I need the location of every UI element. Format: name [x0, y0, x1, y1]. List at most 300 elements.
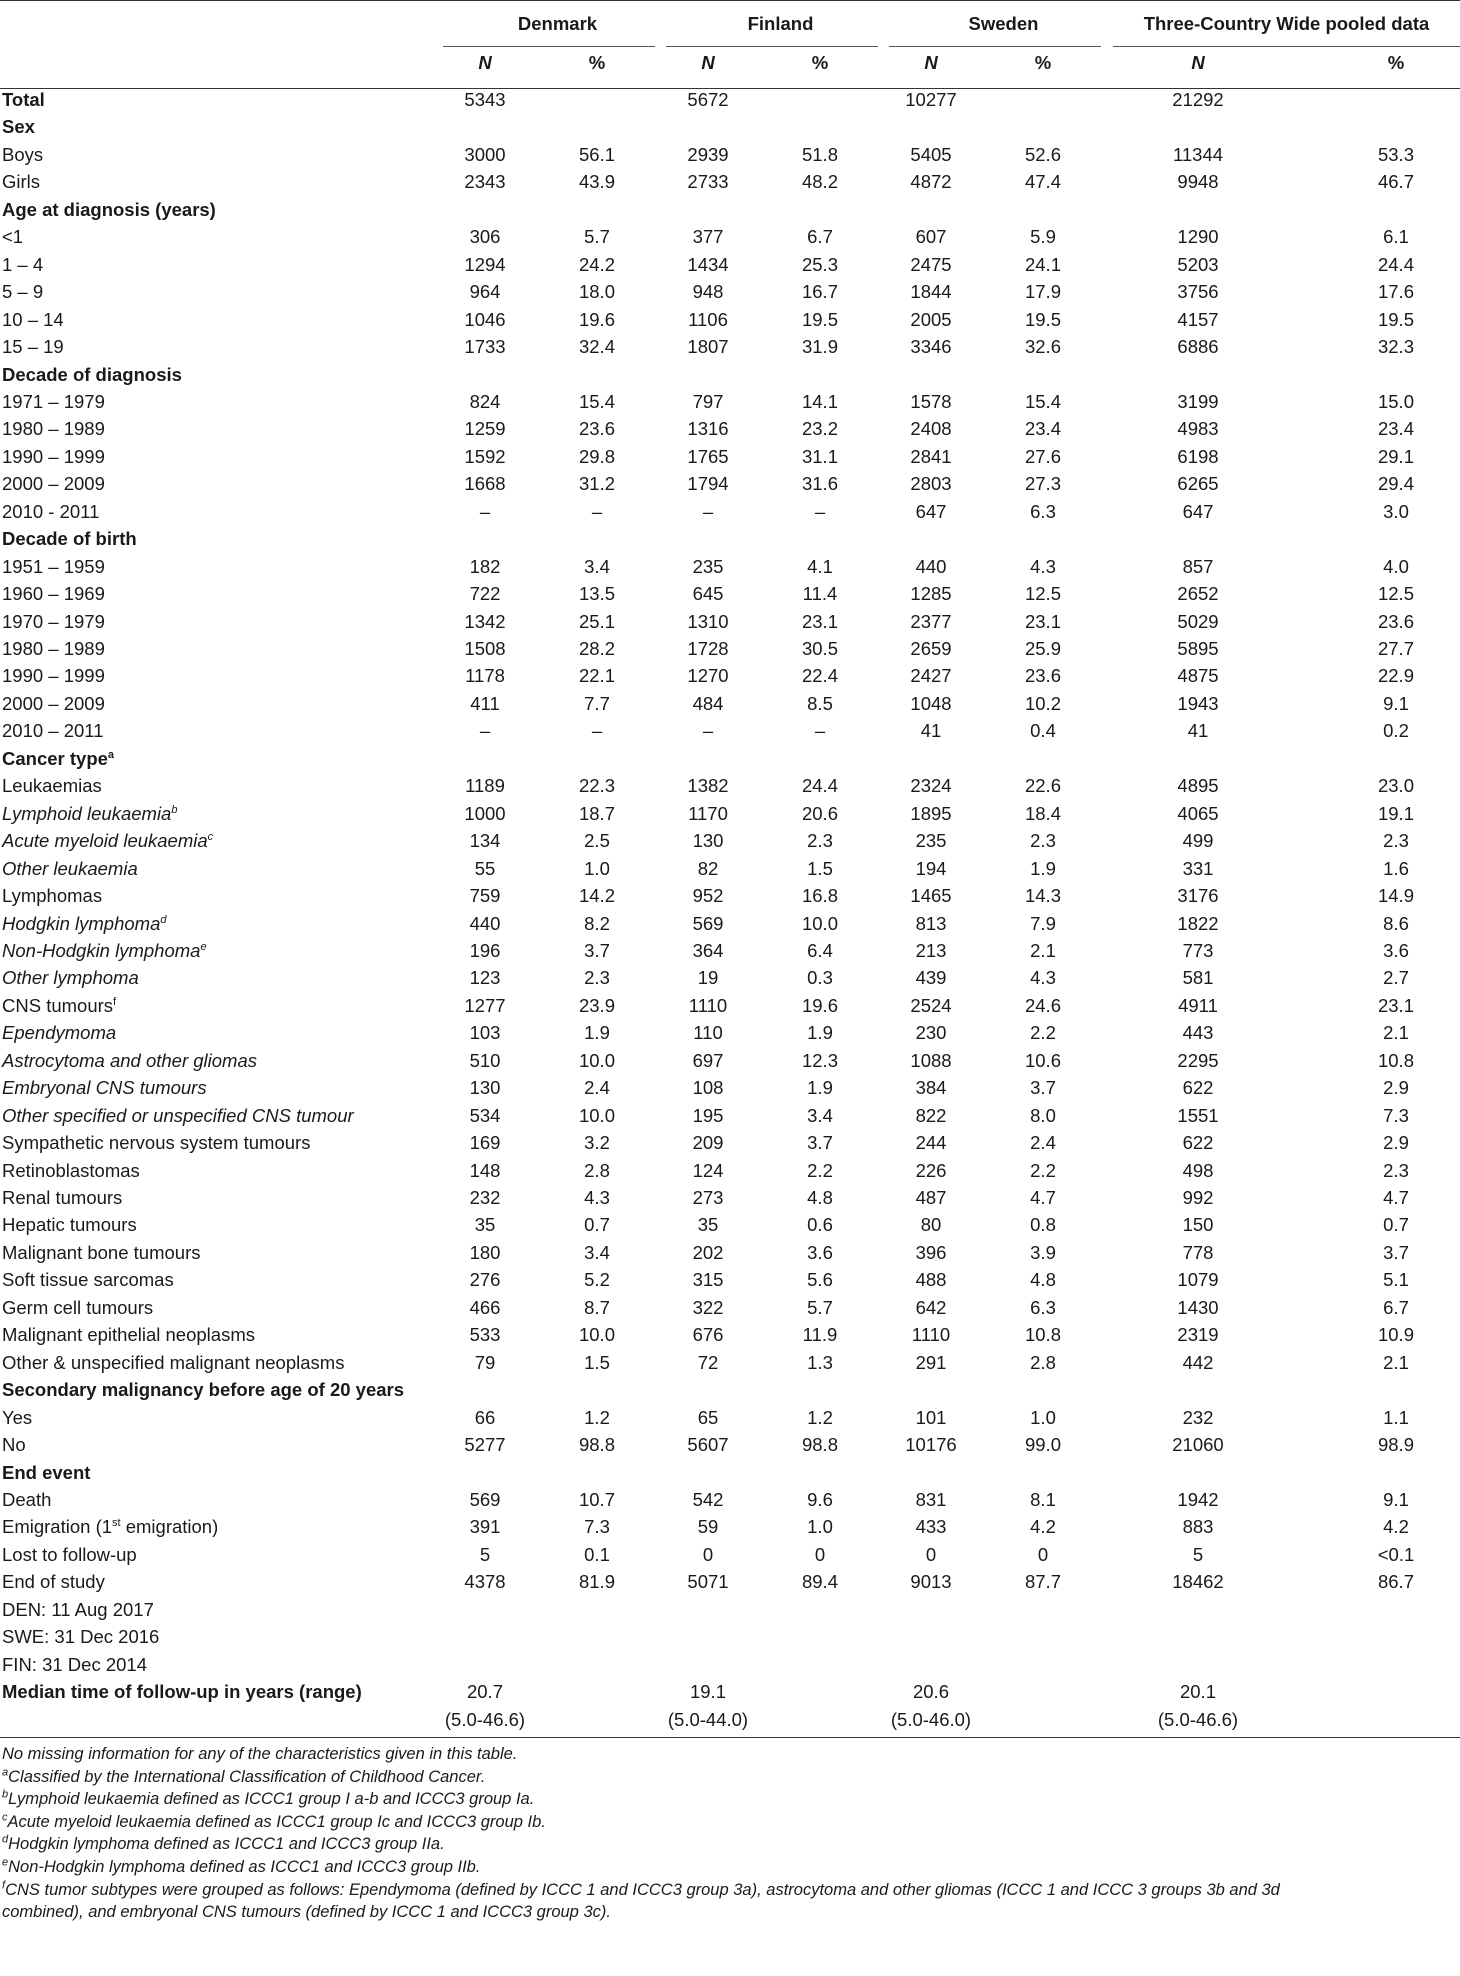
table-cell: 3.9	[1030, 1241, 1056, 1263]
row-label-text: 1980 – 1989	[2, 638, 105, 659]
table-cell: 2.2	[1030, 1159, 1056, 1181]
table-cell: 542	[692, 1488, 724, 1510]
row-label	[2, 361, 182, 388]
table-cell: 6.3	[1030, 1296, 1056, 1318]
table-cell: 3199	[1177, 390, 1219, 412]
table-cell: 148	[469, 1159, 501, 1181]
table-cell: 2.1	[1030, 939, 1056, 961]
table-cell: 22.9	[1377, 665, 1414, 687]
table-cell: 5.7	[807, 1296, 833, 1318]
row-label-text: Retinoblastomas	[2, 1159, 140, 1181]
footnote-text: No missing information for any of the characteristics given in this table.	[2, 1745, 518, 1763]
table-cell: 23.2	[801, 418, 838, 440]
table-cell: 14.3	[1024, 885, 1061, 907]
table-cell: 2652	[1177, 583, 1219, 605]
footnote-text: Non-Hodgkin lymphoma defined as ICCC1 and ICCC3 group IIb.	[8, 1858, 481, 1876]
col-header-denmark: Denmark	[517, 13, 598, 34]
table-cell: 9013	[910, 1571, 952, 1593]
table-cell: 2.4	[1030, 1132, 1056, 1154]
table-cell: 48.2	[801, 171, 838, 193]
table-cell: 32.3	[1377, 336, 1414, 358]
footnote-text: Classified by the International Classification of Childhood Cancer.	[8, 1767, 486, 1786]
table-cell: 23.1	[801, 610, 838, 632]
row-label	[2, 745, 114, 772]
row-label-text: Germ cell tumours	[2, 1296, 154, 1318]
table-cell: 213	[915, 939, 947, 961]
row-label	[2, 1596, 154, 1623]
table-cell: 4.3	[584, 1187, 610, 1208]
row-label	[2, 498, 99, 525]
footnote-marker: c	[207, 830, 214, 843]
table-cell: 6886	[1177, 336, 1219, 358]
row-label-text: Ependymoma	[2, 1022, 117, 1044]
table-cell: 194	[915, 857, 947, 879]
table-cell: 14.9	[1377, 885, 1414, 907]
table-cell: 20.7	[466, 1681, 503, 1703]
table-cell: 0.6	[807, 1214, 833, 1236]
table-cell: 89.4	[801, 1571, 838, 1593]
table-cell: 1765	[687, 445, 729, 467]
bottom-rule	[0, 1737, 1460, 1738]
table-cell: 35	[474, 1214, 496, 1236]
table-cell: 442	[1182, 1351, 1214, 1373]
table-cell: 4.7	[1030, 1187, 1056, 1208]
table-cell: 5405	[910, 143, 952, 165]
table-cell: 2524	[910, 994, 952, 1016]
table-cell: 25.3	[801, 253, 838, 275]
row-label-text: 2000 – 2009	[2, 473, 105, 495]
group-rule-sweden	[889, 46, 1101, 47]
table-cell: 59	[697, 1516, 719, 1538]
table-cell: 488	[915, 1269, 947, 1291]
footnote-text: combined), and embryonal CNS tumours (defined by ICCC 1 and ICCC3 group 3c).	[2, 1903, 611, 1922]
row-label-text: Decade of diagnosis	[2, 363, 182, 385]
table-cell: 2343	[464, 171, 506, 193]
table-cell: 31.9	[801, 336, 838, 358]
table-cell: 23.4	[1024, 418, 1061, 440]
row-label	[2, 86, 45, 113]
row-label-text: Hodgkin lymphoma	[2, 912, 161, 934]
table-cell: 4.3	[1030, 555, 1056, 577]
row-label	[2, 800, 177, 827]
table-cell: 5029	[1177, 610, 1219, 632]
table-cell: 4065	[1177, 802, 1219, 824]
table-cell: 1000	[464, 802, 506, 824]
table-cell: 0	[702, 1543, 714, 1565]
table-cell: 11344	[1172, 143, 1224, 165]
table-cell: 8.1	[1030, 1488, 1056, 1510]
table-cell: 778	[1182, 1241, 1214, 1263]
table-cell: 4.0	[1383, 555, 1409, 577]
row-label-text: Sex	[2, 116, 35, 138]
table-cell: 3756	[1177, 281, 1219, 303]
table-cell: 622	[1182, 1077, 1214, 1099]
table-cell: 384	[915, 1077, 947, 1099]
row-label-text: Death	[2, 1488, 52, 1510]
row-label-text: Total	[2, 89, 45, 110]
table-cell: 4.3	[1030, 967, 1056, 989]
table-cell: 25.9	[1024, 638, 1061, 659]
footnote-text: Lymphoid leukaemia defined as ICCC1 group I a-b and ICCC3 group Ia.	[8, 1790, 535, 1809]
row-label-text: End event	[2, 1461, 91, 1483]
table-cell: 396	[915, 1241, 947, 1263]
table-cell: 14.1	[801, 390, 838, 412]
row-label	[2, 1678, 362, 1705]
footnote-marker: e	[2, 1856, 9, 1869]
table-cell: 2659	[910, 638, 952, 659]
table-cell: 4.7	[1383, 1187, 1409, 1208]
footnote	[2, 1766, 485, 1789]
table-cell: 6198	[1177, 445, 1219, 467]
table-cell: 0	[1037, 1543, 1049, 1565]
table-cell: 196	[469, 939, 501, 961]
row-label-text: 1990 – 1999	[2, 445, 105, 467]
table-cell: 209	[692, 1132, 724, 1154]
table-cell: 1.2	[807, 1406, 833, 1428]
table-cell: 17.6	[1377, 281, 1414, 303]
table-cell: 124	[692, 1159, 724, 1181]
table-cell: 4.1	[807, 555, 833, 577]
table-cell: 16.8	[801, 885, 838, 907]
table-cell: (5.0-46.0)	[890, 1708, 972, 1730]
table-cell: 182	[469, 555, 501, 577]
table-cell: 41	[1187, 720, 1209, 742]
row-label-text: Embryonal CNS tumours	[2, 1077, 207, 1099]
table-cell: 4.8	[1030, 1269, 1056, 1291]
table-cell: 23.4	[1377, 418, 1414, 440]
table-cell: 377	[692, 226, 724, 248]
table-cell: 5.9	[1030, 226, 1056, 248]
table-cell: 18.0	[578, 281, 615, 303]
table-cell: 322	[692, 1296, 724, 1318]
table-cell: 952	[692, 885, 724, 907]
table-cell: 433	[915, 1516, 947, 1538]
table-cell: 235	[915, 830, 947, 852]
table-cell: 22.1	[578, 665, 615, 687]
table-cell: <0.1	[1377, 1543, 1415, 1565]
table-cell: 14.2	[578, 885, 615, 907]
table-cell: –	[479, 500, 491, 522]
row-label	[2, 882, 102, 909]
table-cell: 5071	[687, 1571, 729, 1593]
footnote-marker: f	[113, 995, 117, 1008]
table-cell: 2733	[687, 171, 729, 193]
footnote-text: Acute myeloid leukaemia defined as ICCC1 group Ic and ICCC3 group Ib.	[7, 1812, 546, 1831]
table-cell: 2319	[1177, 1324, 1219, 1346]
row-label-text: Non-Hodgkin lymphoma	[2, 939, 201, 961]
table-cell: 10176	[905, 1434, 957, 1456]
top-rule	[0, 0, 1460, 1]
table-cell: 19.1	[1377, 802, 1414, 824]
table-cell: 31.1	[801, 445, 838, 467]
table-cell: 1.9	[1030, 857, 1056, 879]
row-label-text: Emigration (1	[2, 1516, 113, 1538]
table-cell: 697	[692, 1049, 724, 1071]
row-label	[2, 1486, 51, 1513]
table-cell: 510	[469, 1049, 501, 1071]
table-cell: 5203	[1177, 253, 1219, 275]
table-cell: 23.1	[1024, 610, 1061, 632]
row-label	[2, 992, 116, 1019]
row-label	[2, 196, 216, 223]
footnote	[2, 1811, 546, 1834]
table-cell: 8.7	[584, 1296, 610, 1318]
table-cell: 1.9	[584, 1022, 610, 1044]
row-label-text: <1	[2, 226, 24, 248]
table-cell: 11.4	[802, 583, 838, 605]
row-label-text: Malignant bone tumours	[2, 1241, 201, 1263]
table-cell: 9.1	[1383, 1488, 1409, 1510]
table-cell: 534	[469, 1104, 501, 1126]
table-cell: 1.9	[807, 1022, 833, 1044]
table-cell: 2841	[910, 445, 952, 467]
table-cell: –	[702, 500, 714, 522]
row-label-text: CNS tumours	[2, 994, 114, 1016]
row-label-text: 15 – 19	[2, 336, 64, 358]
table-cell: 8.2	[584, 912, 610, 934]
table-cell: 31.6	[801, 473, 838, 495]
table-cell: 65	[697, 1406, 719, 1428]
table-cell: 2803	[910, 473, 952, 495]
table-cell: 1.2	[584, 1406, 610, 1428]
table-cell: 1508	[464, 638, 506, 659]
n-col-header: N	[924, 52, 938, 73]
group-rule-finland	[666, 46, 878, 47]
table-cell: 82	[697, 857, 719, 879]
table-cell: 13.5	[578, 583, 615, 605]
row-label-text: emigration)	[120, 1516, 219, 1538]
row-label-text: Other specified or unspecified CNS tumour	[2, 1104, 354, 1126]
row-label-text: Sympathetic nervous system tumours	[2, 1132, 311, 1154]
table-cell: –	[591, 500, 603, 522]
row-label	[2, 1513, 218, 1540]
row-label-text: DEN: 11 Aug 2017	[2, 1598, 154, 1620]
table-cell: 27.7	[1377, 638, 1414, 659]
table-cell: 24.6	[1024, 994, 1061, 1016]
table-cell: 10277	[905, 89, 957, 110]
footnote-marker: a	[107, 748, 115, 761]
table-cell: 3.0	[1383, 500, 1409, 522]
footnote-marker: d	[2, 1833, 9, 1846]
row-label-text: Girls	[2, 171, 41, 193]
table-cell: 0.7	[1383, 1214, 1409, 1236]
table-cell: –	[814, 500, 826, 522]
table-cell: 1106	[688, 308, 728, 330]
table-cell: 10.9	[1377, 1324, 1414, 1346]
table-cell: 72	[697, 1351, 719, 1373]
table-cell: 1943	[1177, 692, 1219, 714]
table-cell: 180	[469, 1241, 501, 1263]
footnote-marker: d	[160, 913, 167, 926]
table-cell: 0.8	[1030, 1214, 1056, 1236]
row-label-text: Lymphomas	[2, 885, 103, 907]
table-cell: 276	[469, 1269, 501, 1291]
table-cell: 2427	[910, 665, 952, 687]
table-cell: 2.2	[1030, 1022, 1056, 1044]
table-cell: 11.9	[802, 1324, 838, 1346]
table-cell: 822	[915, 1104, 947, 1126]
row-label	[2, 827, 213, 854]
table-cell: 99.0	[1024, 1434, 1061, 1456]
table-cell: 8.0	[1030, 1104, 1056, 1126]
table-cell: 2.8	[584, 1159, 610, 1181]
table-cell: 1668	[464, 473, 506, 495]
table-cell: 2295	[1177, 1049, 1219, 1071]
table-cell: 18462	[1172, 1571, 1224, 1593]
table-cell: 46.7	[1377, 171, 1414, 193]
table-cell: 15.4	[578, 390, 615, 412]
footnote-marker: a	[2, 1766, 9, 1779]
table-cell: 16.7	[801, 281, 838, 303]
table-cell: 2.9	[1383, 1077, 1409, 1099]
table-cell: 0.7	[584, 1214, 610, 1236]
table-cell: 1430	[1177, 1296, 1219, 1318]
group-rule-denmark	[443, 46, 655, 47]
table-cell: 1110	[688, 994, 728, 1016]
table-cell: 169	[469, 1132, 501, 1154]
table-cell: 1.9	[807, 1077, 833, 1099]
footnote-text: Hodgkin lymphoma defined as ICCC1 and ICCC3 group IIa.	[8, 1835, 445, 1854]
footnote	[2, 1743, 517, 1766]
table-cell: 0.1	[584, 1543, 610, 1565]
table-cell: 569	[692, 912, 724, 934]
table-cell: (5.0-44.0)	[667, 1708, 749, 1730]
table-cell: 2.7	[1383, 967, 1409, 989]
footnote	[2, 1901, 611, 1924]
table-cell: 0.2	[1383, 720, 1409, 742]
table-cell: 6.1	[1383, 226, 1409, 248]
table-cell: 53.3	[1377, 143, 1414, 165]
table-cell: 19.1	[689, 1681, 726, 1703]
table-cell: 5.1	[1383, 1269, 1409, 1291]
table-cell: 10.8	[1024, 1324, 1061, 1346]
row-label	[2, 1404, 32, 1431]
table-cell: 466	[469, 1296, 501, 1318]
table-cell: 35	[697, 1214, 719, 1236]
table-cell: 2005	[910, 308, 952, 330]
row-label	[2, 937, 207, 964]
row-label	[2, 1623, 159, 1650]
row-label-text: 1980 – 1989	[2, 418, 105, 440]
table-cell: 81.9	[578, 1571, 615, 1593]
row-label	[2, 580, 105, 607]
row-label	[2, 964, 139, 991]
row-label	[2, 306, 64, 333]
table-cell: 29.1	[1377, 445, 1414, 467]
row-label-text: Lost to follow-up	[2, 1543, 137, 1565]
table-cell: 5895	[1177, 638, 1219, 659]
table-cell: 1.0	[1030, 1406, 1056, 1428]
table-cell: 2.1	[1383, 1351, 1409, 1373]
table-cell: 1189	[465, 775, 505, 797]
row-label	[2, 553, 105, 580]
table-cell: 2377	[910, 610, 952, 632]
table-cell: 19.5	[1024, 308, 1061, 330]
row-label	[2, 1431, 26, 1458]
table-cell: 6.7	[1383, 1296, 1409, 1318]
footnote-marker: c	[2, 1811, 8, 1824]
table-cell: 4895	[1177, 775, 1219, 797]
table-cell: 6.3	[1030, 500, 1056, 522]
table-cell: 4983	[1177, 418, 1219, 440]
table-cell: 1.6	[1383, 857, 1409, 879]
table-cell: 964	[469, 281, 501, 303]
table-cell: 2939	[687, 143, 729, 165]
table-cell: 1.5	[584, 1351, 610, 1373]
table-cell: 98.8	[801, 1434, 838, 1456]
table-cell: 15.4	[1024, 390, 1061, 412]
table-cell: 130	[692, 830, 724, 852]
table-cell: 1465	[910, 885, 952, 907]
table-cell: 232	[1182, 1406, 1214, 1428]
table-cell: 3346	[910, 336, 952, 358]
table-cell: –	[814, 720, 826, 742]
table-cell: 2.8	[1030, 1351, 1056, 1373]
table-cell: 2.1	[1383, 1022, 1409, 1044]
table-cell: 364	[692, 939, 724, 961]
table-cell: 4911	[1178, 994, 1218, 1016]
table-cell: 24.4	[1377, 253, 1414, 275]
row-label	[2, 1129, 310, 1156]
col-header-finland: Finland	[747, 13, 814, 34]
table-cell: 3.7	[1030, 1077, 1056, 1099]
table-cell: 569	[469, 1488, 501, 1510]
table-cell: 5277	[464, 1434, 506, 1456]
row-label-text: Soft tissue sarcomas	[2, 1269, 174, 1291]
table-cell: 12.3	[801, 1049, 838, 1071]
table-cell: 1046	[464, 308, 506, 330]
table-cell: 487	[915, 1187, 947, 1208]
footnote-marker: b	[2, 1788, 9, 1801]
table-cell: 1.0	[807, 1516, 833, 1538]
table-cell: 29.8	[578, 445, 615, 467]
pct-col-header: %	[588, 52, 606, 73]
row-label-text: 1951 – 1959	[2, 555, 105, 577]
table-cell: 1310	[687, 610, 729, 632]
table-cell: 622	[1182, 1132, 1214, 1154]
table-cell: 41	[920, 720, 942, 742]
table-cell: 1285	[910, 583, 952, 605]
footnote-marker: f	[2, 1879, 6, 1892]
table-cell: 2.3	[1383, 830, 1409, 852]
table-cell: 2.3	[807, 830, 833, 852]
table-cell: 3.7	[584, 939, 610, 961]
table-cell: 226	[915, 1159, 947, 1181]
table-cell: 797	[692, 390, 724, 412]
row-label	[2, 1157, 140, 1184]
table-cell: 2408	[910, 418, 952, 440]
table-cell: 22.6	[1024, 775, 1061, 797]
table-cell: 23.6	[578, 418, 615, 440]
table-cell: 5607	[687, 1434, 729, 1456]
table-cell: 498	[1182, 1159, 1214, 1181]
table-cell: 273	[692, 1187, 724, 1208]
table-cell: 4872	[910, 171, 952, 193]
row-label	[2, 1019, 116, 1046]
row-label-text: Lymphoid leukaemia	[2, 802, 172, 824]
table-cell: 1728	[687, 638, 729, 659]
table-cell: 1895	[910, 802, 952, 824]
table-cell: 230	[915, 1022, 947, 1044]
table-cell: 235	[692, 555, 724, 577]
table-cell: 24.4	[801, 775, 838, 797]
table-cell: 440	[469, 912, 501, 934]
table-cell: 51.8	[801, 143, 838, 165]
table-cell: 232	[469, 1187, 501, 1208]
row-label-text: SWE: 31 Dec 2016	[2, 1626, 160, 1648]
table-cell: 1342	[464, 610, 506, 632]
table-cell: 1822	[1177, 912, 1219, 934]
